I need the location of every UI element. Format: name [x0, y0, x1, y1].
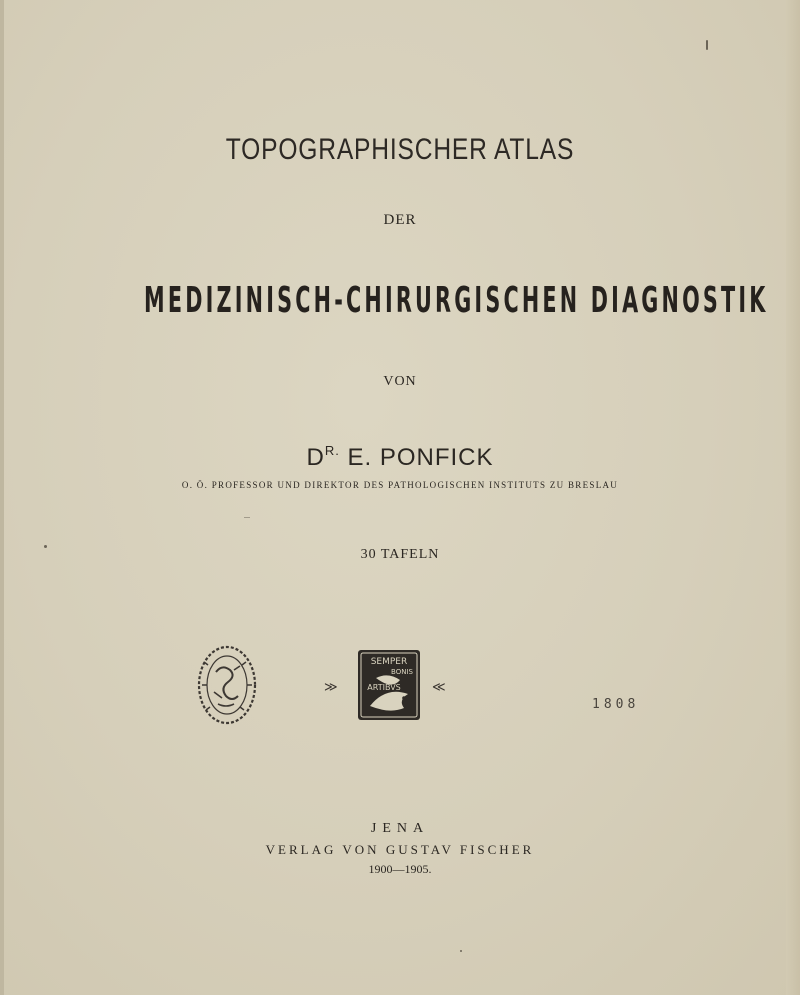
fish-emblem-icon	[356, 648, 422, 722]
author-name	[0, 443, 800, 472]
title-line-2: MEDIZINISCH-CHIRURGISCHEN DIAGNOSTIK	[144, 280, 769, 321]
right-ornament-icon: ≪	[432, 679, 446, 694]
imprint-publisher: VERLAG VON GUSTAV FISCHER	[265, 842, 535, 857]
left-ornament-icon: ≫	[324, 679, 338, 694]
author-position: O. Ö. PROFESSOR UND DIREKTOR DES PATHOLOGISCHEN INSTITUTS ZU BRESLAU	[181, 480, 619, 490]
author-superscript: R.	[324, 443, 340, 458]
title-line-1: TOPOGRAPHISCHER ATLAS	[225, 133, 575, 166]
paper-speck	[460, 950, 462, 952]
library-stamp-icon	[194, 642, 260, 728]
imprint-city: JENA	[370, 821, 430, 836]
von-word: VON	[383, 374, 417, 389]
paper-speck	[44, 545, 47, 548]
imprint-years: 1900—1905.	[368, 862, 432, 876]
paper-speck	[706, 40, 708, 50]
emblem-word-3: ARTIBVS	[367, 683, 401, 692]
emblem-word-2: BONIS	[391, 668, 413, 676]
der-word: DER	[383, 212, 417, 228]
author-surname: E. PONFICK	[347, 444, 494, 471]
shelf-number: 1808	[592, 697, 640, 712]
plates-count: 30 TAFELN	[360, 547, 440, 562]
paper-speck	[244, 517, 250, 518]
author-prefix: D	[306, 444, 325, 471]
emblem-word-1: SEMPER	[370, 657, 408, 667]
